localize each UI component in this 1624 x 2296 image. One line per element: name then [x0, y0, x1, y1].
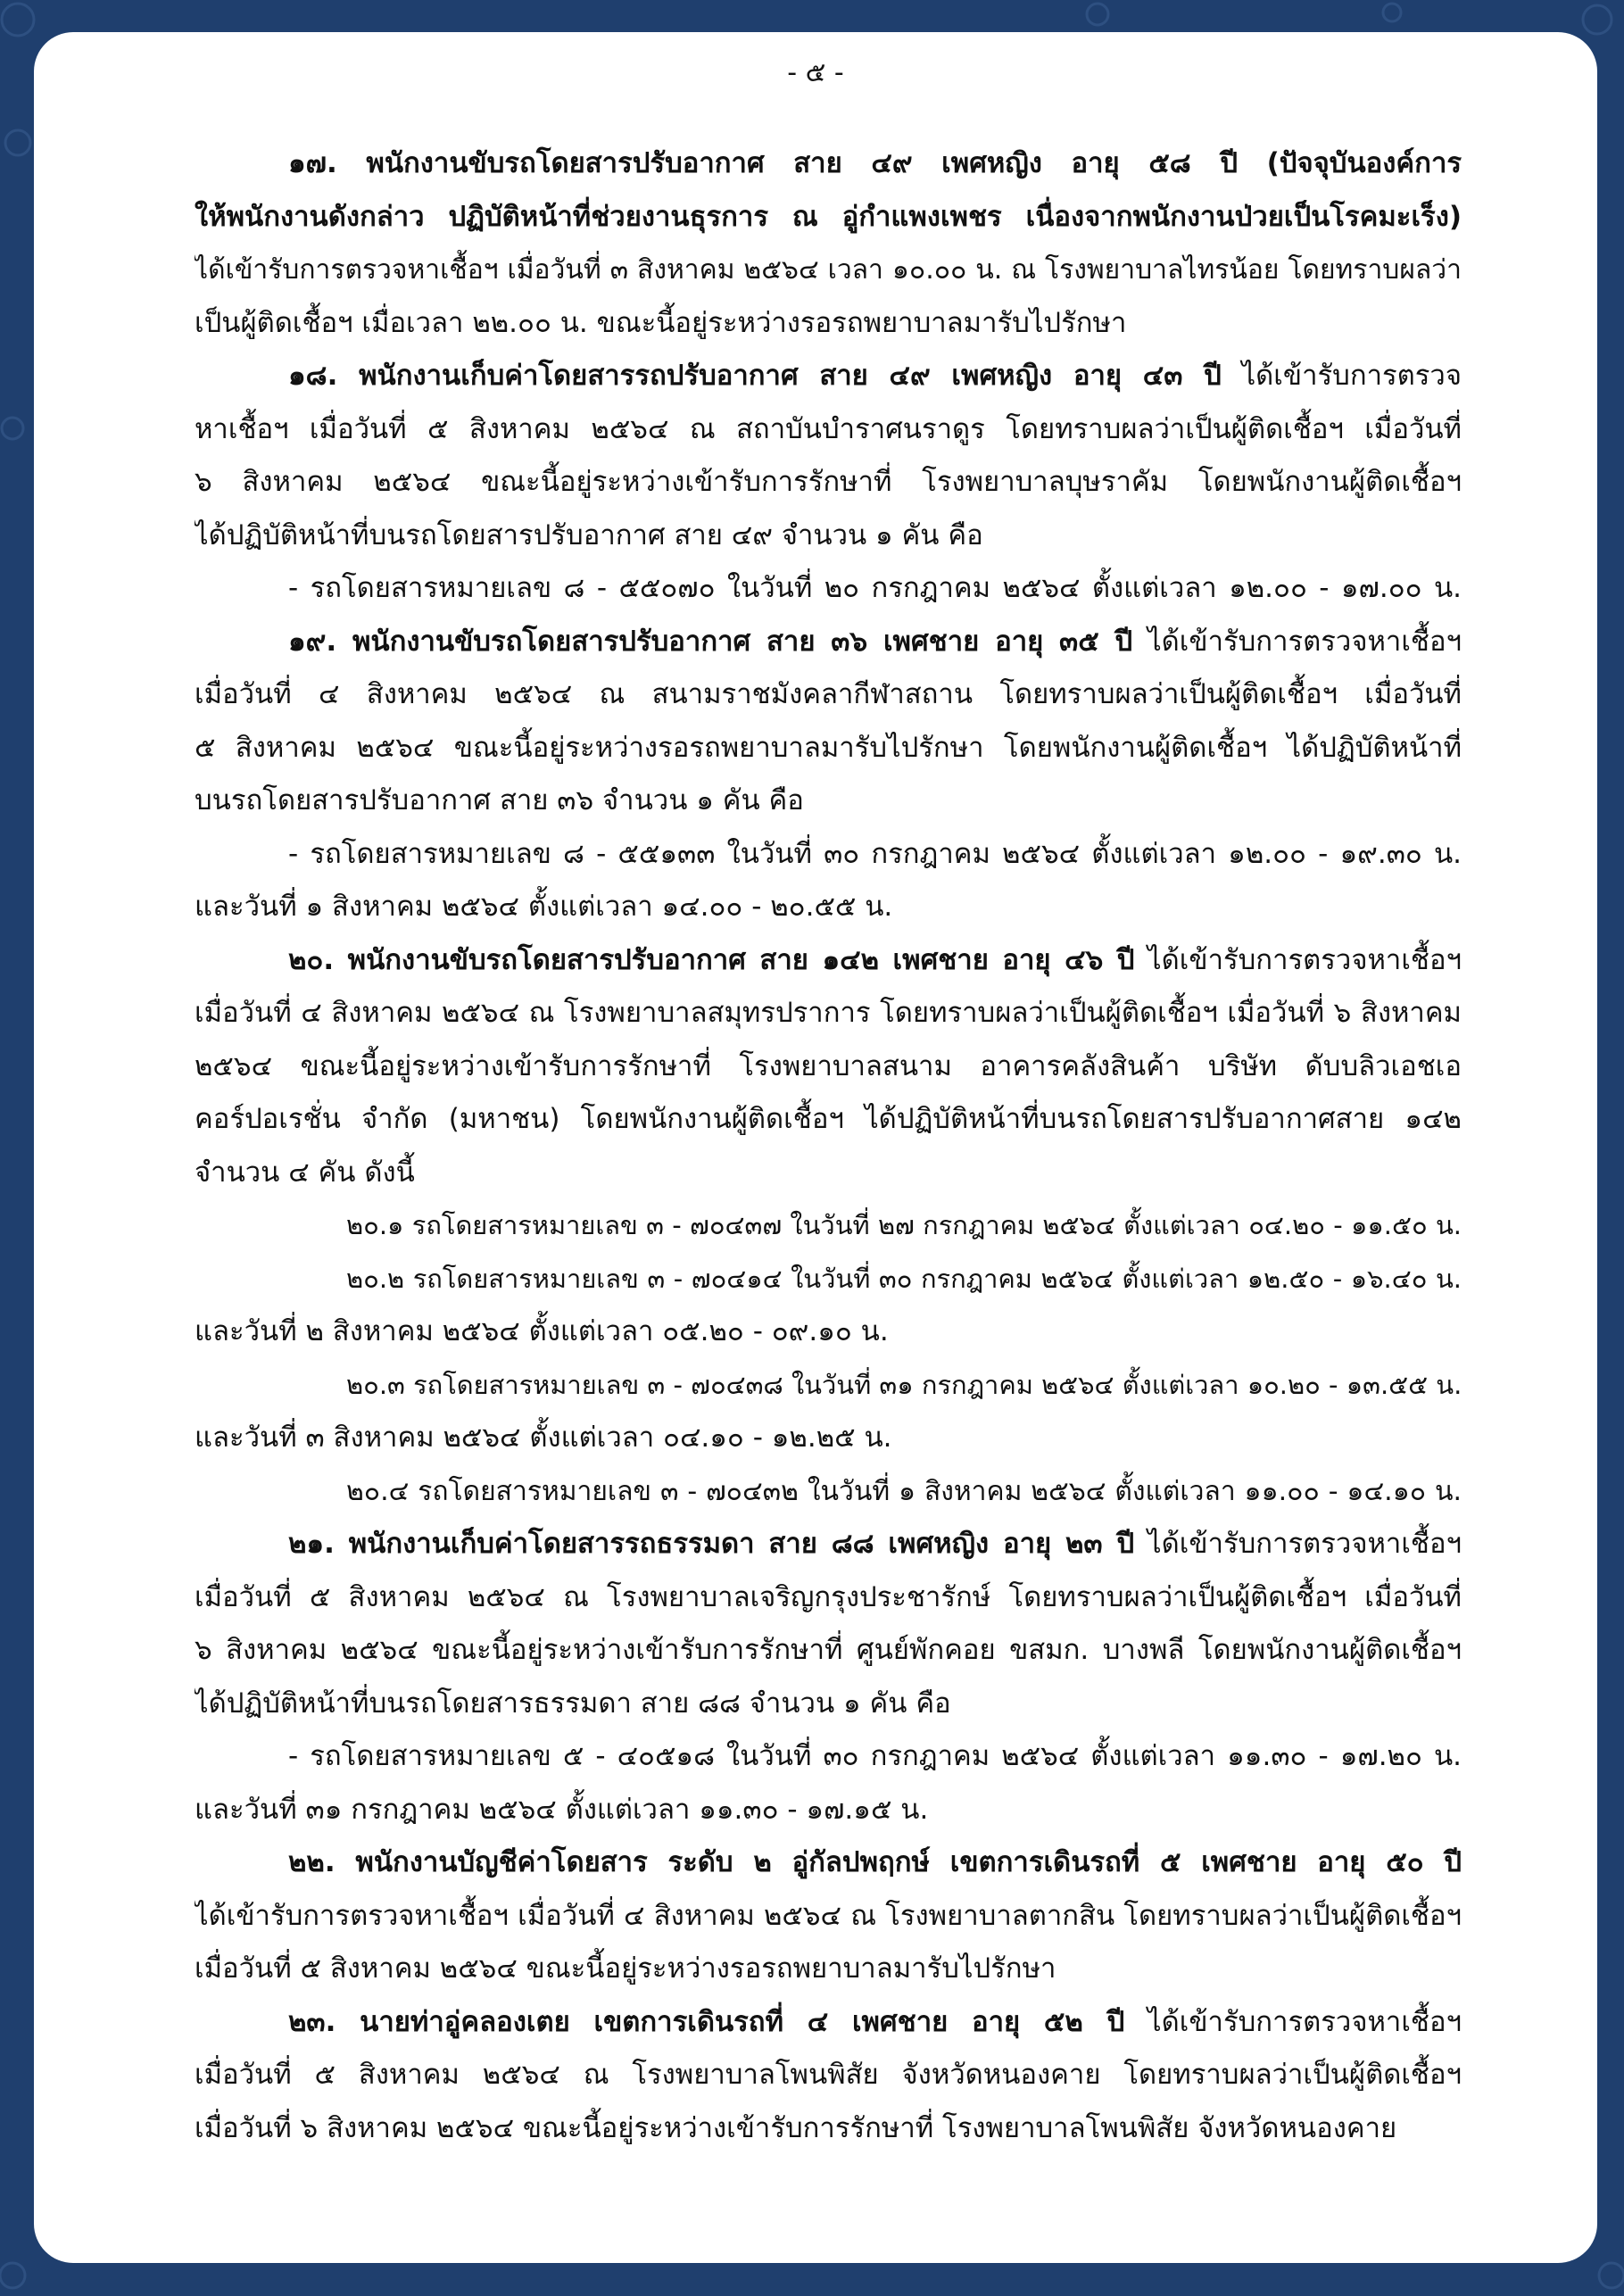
item-18-line-3: ๖ สิงหาคม ๒๕๖๔ ขณะนี้อยู่ระหว่างเข้ารับการรักษาที่ โรงพยาบาลบุษราคัม โดยพนักงานผู้ติดเชื้อฯ — [195, 466, 1462, 498]
item-22-line-3: เมื่อวันที่ ๕ สิงหาคม ๒๕๖๔ ขณะนี้อยู่ระหว่างรอรถพยาบาลมารับไปรักษา — [195, 1952, 1056, 1985]
item-20-line-5: จำนวน ๔ คัน ดังนี้ — [195, 1156, 415, 1189]
item-18-line-2: หาเชื้อฯ เมื่อวันที่ ๕ สิงหาคม ๒๕๖๔ ณ สถาบันบำราศนราดูร โดยทราบผลว่าเป็นผู้ติดเชื้อฯ เมื่อวันที่ — [195, 412, 1462, 445]
item-21-bus-1: - รถโดยสารหมายเลข ๕ - ๔๐๕๑๘ ในวันที่ ๓๐ กรกฎาคม ๒๕๖๔ ตั้งแต่เวลา ๑๑.๓๐ - ๑๗.๒๐ น. — [288, 1740, 1462, 1772]
page-number: - ๕ - — [787, 57, 844, 88]
item-17-line-3: ได้เข้ารับการตรวจหาเชื้อฯ เมื่อวันที่ ๓ สิงหาคม ๒๕๖๔ เวลา ๑๐.๐๐ น. ณ โรงพยาบาลไทรน้อย โดยทราบผลว่า — [195, 254, 1462, 286]
item-20-line-3: ๒๕๖๔ ขณะนี้อยู่ระหว่างเข้ารับการรักษาที่ โรงพยาบาลสนาม อาคารคลังสินค้า บริษัท ดับบลิวเอชเอ — [195, 1049, 1462, 1082]
item-20-line-2: เมื่อวันที่ ๔ สิงหาคม ๒๕๖๔ ณ โรงพยาบาลสมุทรปราการ โดยทราบผลว่าเป็นผู้ติดเชื้อฯ เมื่อวันที่ ๖ สิงหาคม — [195, 997, 1462, 1029]
item-17-line-4: เป็นผู้ติดเชื้อฯ เมื่อเวลา ๒๒.๐๐ น. ขณะนี้อยู่ระหว่างรอรถพยาบาลมารับไปรักษา — [195, 306, 1127, 339]
item-23-line-2: เมื่อวันที่ ๕ สิงหาคม ๒๕๖๔ ณ โรงพยาบาลโพนพิสัย จังหวัดหนองคาย โดยทราบผลว่าเป็นผู้ติดเชื้อฯ — [195, 2059, 1462, 2091]
item-20-2-bus-cont: และวันที่ ๒ สิงหาคม ๒๕๖๔ ตั้งแต่เวลา ๐๕.๒๐ - ๐๙.๑๐ น. — [195, 1315, 889, 1347]
item-19-line-3: ๕ สิงหาคม ๒๕๖๔ ขณะนี้อยู่ระหว่างรอรถพยาบาลมารับไปรักษา โดยพนักงานผู้ติดเชื้อฯ ได้ปฏิบัติหน้าที่ — [195, 731, 1462, 764]
item-23-line-3: เมื่อวันที่ ๖ สิงหาคม ๒๕๖๔ ขณะนี้อยู่ระหว่างเข้ารับการรักษาที่ โรงพยาบาลโพนพิสัย จังหวัดหนองคาย — [195, 2111, 1397, 2144]
item-17-line-2: ให้พนักงานดังกล่าว ปฏิบัติหน้าที่ช่วยงานธุรการ ณ อู่กำแพงเพชร เนื่องจากพนักงานป่วยเป็นโรคมะเร็ง) — [195, 200, 1462, 233]
item-18-line-4: ได้ปฏิบัติหน้าที่บนรถโดยสารปรับอากาศ สาย ๔๙ จำนวน ๑ คัน คือ — [195, 518, 983, 551]
item-19-line-2: เมื่อวันที่ ๔ สิงหาคม ๒๕๖๔ ณ สนามราชมังคลากีฬาสถาน โดยทราบผลว่าเป็นผู้ติดเชื้อฯ เมื่อวันที่ — [195, 678, 1462, 710]
item-22-heading: ๒๒. พนักงานบัญชีค่าโดยสาร ระดับ ๒ อู่กัลปพฤกษ์ เขตการเดินรถที่ ๕ เพศชาย อายุ ๕๐ ปี — [288, 1846, 1462, 1878]
item-20-1-bus: ๒๐.๑ รถโดยสารหมายเลข ๓ - ๗๐๔๓๗ ในวันที่ ๒๗ กรกฎาคม ๒๕๖๔ ตั้งแต่เวลา ๐๔.๒๐ - ๑๑.๕๐ น. — [346, 1210, 1462, 1240]
document-body — [195, 137, 1462, 2155]
item-21-line-4: ได้ปฏิบัติหน้าที่บนรถโดยสารธรรมดา สาย ๘๘ จำนวน ๑ คัน คือ — [195, 1687, 951, 1720]
item-22-line-2: ได้เข้ารับการตรวจหาเชื้อฯ เมื่อวันที่ ๔ สิงหาคม ๒๕๖๔ ณ โรงพยาบาลตากสิน โดยทราบผลว่าเป็นผู้ติดเชื้อฯ — [195, 1899, 1462, 1932]
item-21-bus-1-cont: และวันที่ ๓๑ กรกฎาคม ๒๕๖๔ ตั้งแต่เวลา ๑๑.๓๐ - ๑๗.๑๕ น. — [195, 1793, 929, 1826]
item-20-heading: ๒๐. พนักงานขับรถโดยสารปรับอากาศ สาย ๑๔๒ เพศชาย อายุ ๔๖ ปี ได้เข้ารับการตรวจหาเชื้อฯ — [288, 943, 1462, 976]
document-page — [34, 32, 1597, 2263]
item-20-line-4: คอร์ปอเรชั่น จำกัด (มหาชน) โดยพนักงานผู้ติดเชื้อฯ ได้ปฏิบัติหน้าที่บนรถโดยสารปรับอากาศสาย ๑๔๒ — [195, 1103, 1462, 1135]
item-18-bus-1: - รถโดยสารหมายเลข ๘ - ๕๕๐๗๐ ในวันที่ ๒๐ กรกฎาคม ๒๕๖๔ ตั้งแต่เวลา ๑๒.๐๐ - ๑๗.๐๐ น. — [288, 572, 1462, 604]
item-19-line-4: บนรถโดยสารปรับอากาศ สาย ๓๖ จำนวน ๑ คัน คือ — [195, 784, 804, 816]
item-21-line-2: เมื่อวันที่ ๕ สิงหาคม ๒๕๖๔ ณ โรงพยาบาลเจริญกรุงประชารักษ์ โดยทราบผลว่าเป็นผู้ติดเชื้อฯ เมื่อวันที่ — [195, 1580, 1462, 1613]
item-18-heading: ๑๘. พนักงานเก็บค่าโดยสารรถปรับอากาศ สาย ๔๙ เพศหญิง อายุ ๔๓ ปี ได้เข้ารับการตรวจ — [288, 360, 1462, 392]
item-19-heading: ๑๙. พนักงานขับรถโดยสารปรับอากาศ สาย ๓๖ เพศชาย อายุ ๓๕ ปี ได้เข้ารับการตรวจหาเชื้อฯ — [288, 625, 1462, 658]
item-20-3-bus: ๒๐.๓ รถโดยสารหมายเลข ๓ - ๗๐๔๓๘ ในวันที่ ๓๑ กรกฎาคม ๒๕๖๔ ตั้งแต่เวลา ๑๐.๒๐ - ๑๓.๕๕ น. — [346, 1369, 1462, 1400]
item-20-2-bus: ๒๐.๒ รถโดยสารหมายเลข ๓ - ๗๐๔๑๔ ในวันที่ ๓๐ กรกฎาคม ๒๕๖๔ ตั้งแต่เวลา ๑๒.๕๐ - ๑๖.๔๐ น. — [346, 1263, 1462, 1294]
item-21-heading: ๒๑. พนักงานเก็บค่าโดยสารรถธรรมดา สาย ๘๘ เพศหญิง อายุ ๒๓ ปี ได้เข้ารับการตรวจหาเชื้อฯ — [288, 1528, 1462, 1560]
item-19-bus-1: - รถโดยสารหมายเลข ๘ - ๕๕๑๓๓ ในวันที่ ๓๐ กรกฎาคม ๒๕๖๔ ตั้งแต่เวลา ๑๒.๐๐ - ๑๙.๓๐ น. — [288, 837, 1462, 870]
item-23-heading: ๒๓. นายท่าอู่คลองเตย เขตการเดินรถที่ ๔ เพศชาย อายุ ๕๒ ปี ได้เข้ารับการตรวจหาเชื้อฯ — [288, 2005, 1462, 2038]
item-19-bus-1-cont: และวันที่ ๑ สิงหาคม ๒๕๖๔ ตั้งแต่เวลา ๑๔.๐๐ - ๒๐.๕๕ น. — [195, 891, 893, 923]
item-20-3-bus-cont: และวันที่ ๓ สิงหาคม ๒๕๖๔ ตั้งแต่เวลา ๐๔.๑๐ - ๑๒.๒๕ น. — [195, 1422, 892, 1454]
item-20-4-bus: ๒๐.๔ รถโดยสารหมายเลข ๓ - ๗๐๔๓๒ ในวันที่ ๑ สิงหาคม ๒๕๖๔ ตั้งแต่เวลา ๑๑.๐๐ - ๑๔.๑๐ น. — [346, 1475, 1462, 1507]
item-17-heading: ๑๗. พนักงานขับรถโดยสารปรับอากาศ สาย ๔๙ เพศหญิง อายุ ๕๘ ปี (ปัจจุบันองค์การ — [288, 147, 1462, 179]
item-21-line-3: ๖ สิงหาคม ๒๕๖๔ ขณะนี้อยู่ระหว่างเข้ารับการรักษาที่ ศูนย์พักคอย ขสมก. บางพลี โดยพนักงานผู้ติดเชื้อฯ — [195, 1634, 1462, 1666]
